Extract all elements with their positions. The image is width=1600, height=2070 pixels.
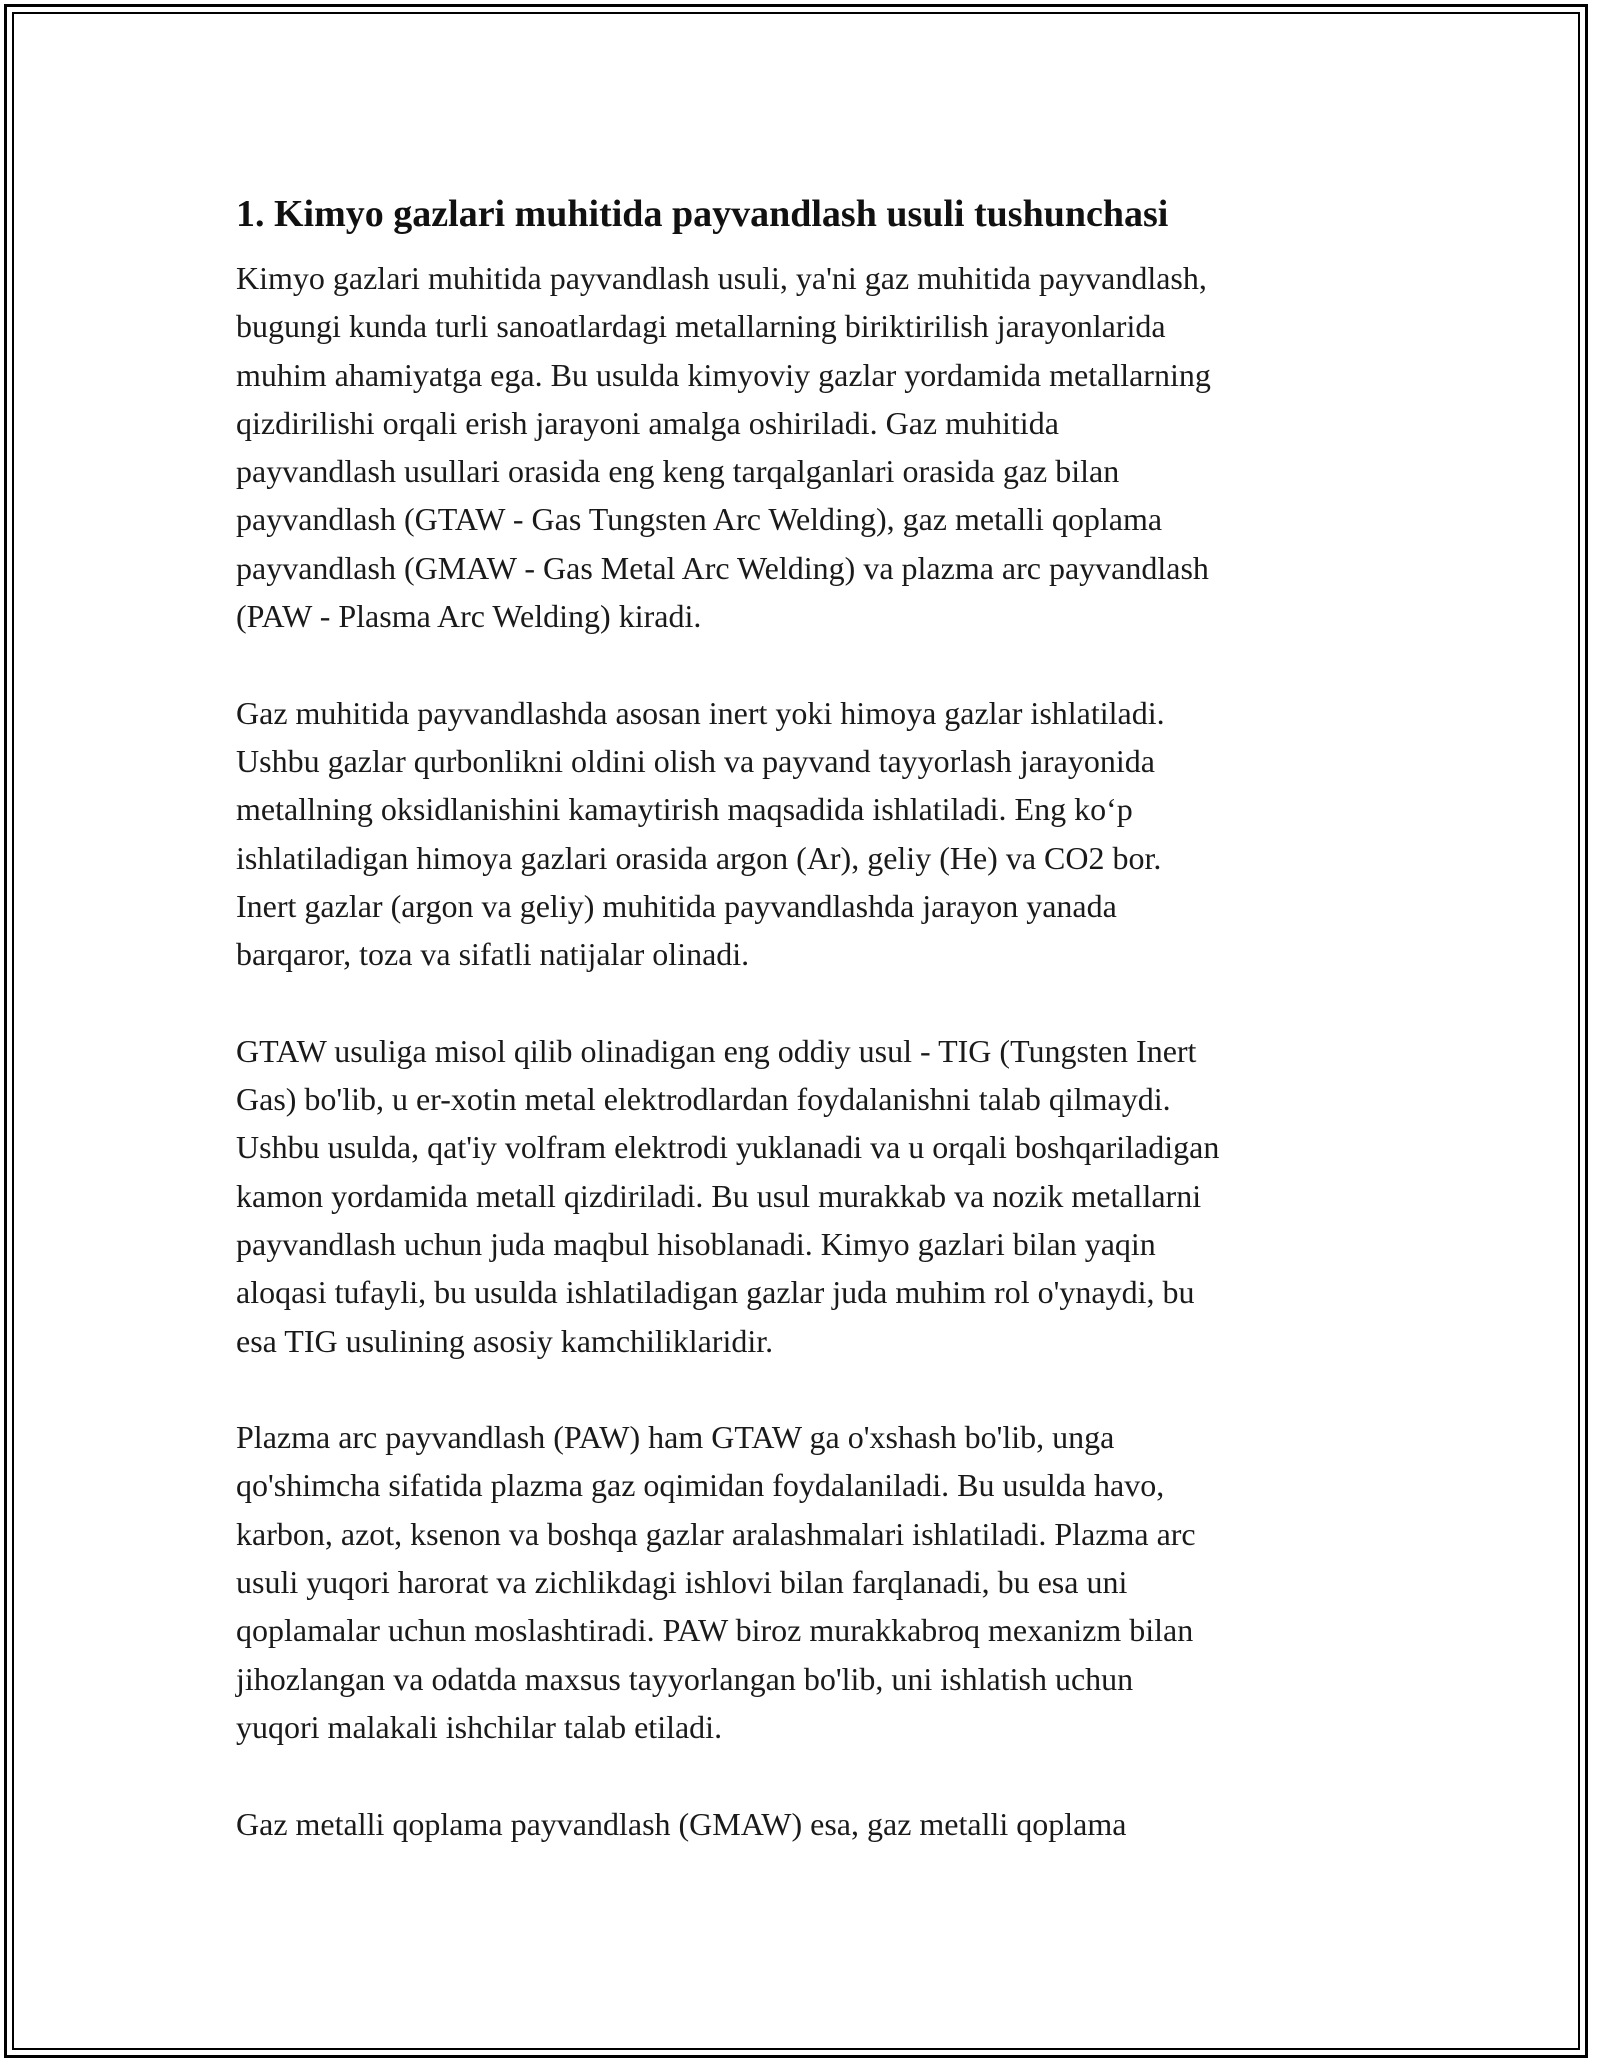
text-line: Ushbu gazlar qurbonlikni oldini olish va payvand tayyorlash jarayonida	[236, 742, 1155, 779]
text-line: payvandlash uchun juda maqbul hisoblanadi. Kimyo gazlari bilan yaqin	[236, 1225, 1156, 1262]
text-line: qizdirilishi orqali erish jarayoni amalga oshiriladi. Gaz muhitida	[236, 404, 1059, 441]
text-line: payvandlash (GMAW - Gas Metal Arc Welding) va plazma arc payvandlash	[236, 549, 1209, 586]
text-line: Gaz muhitida payvandlashda asosan inert yoki himoya gazlar ishlatiladi.	[236, 694, 1165, 731]
text-line: ishlatiladigan himoya gazlari orasida argon (Ar), geliy (He) va CO2 bor.	[236, 839, 1162, 876]
paragraph-1	[236, 254, 1376, 640]
text-line: karbon, azot, ksenon va boshqa gazlar aralashmalari ishlatiladi. Plazma arc	[236, 1515, 1196, 1552]
paragraph-2	[236, 689, 1376, 979]
paragraph-3	[236, 1027, 1376, 1365]
text-line: Gas) bo'lib, u er-xotin metal elektrodlardan foydalanishni talab qilmaydi.	[236, 1081, 1171, 1118]
text-line: qoplamalar uchun moslashtiradi. PAW biroz murakkabroq mexanizm bilan	[236, 1612, 1194, 1649]
text-line: payvandlash (GTAW - Gas Tungsten Arc Welding), gaz metalli qoplama	[236, 501, 1163, 538]
text-line: usuli yuqori harorat va zichlikdagi ishlovi bilan farqlanadi, bu esa uni	[236, 1564, 1128, 1601]
text-line: Kimyo gazlari muhitida payvandlash usuli, ya'ni gaz muhitida payvandlash,	[236, 260, 1207, 296]
text-line: qo'shimcha sifatida plazma gaz oqimidan foydalaniladi. Bu usulda havo,	[236, 1467, 1165, 1504]
text-line: GTAW usuliga misol qilib olinadigan eng oddiy usul - TIG (Tungsten Inert	[236, 1032, 1197, 1069]
text-line: yuqori malakali ishchilar talab etiladi.	[236, 1708, 723, 1745]
text-line: aloqasi tufayli, bu usulda ishlatiladigan gazlar juda muhim rol o'ynaydi, bu	[236, 1274, 1195, 1311]
text-line: metallning oksidlanishini kamaytirish maqsadida ishlatiladi. Eng ko‘p	[236, 791, 1133, 828]
text-line: Gaz metalli qoplama payvandlash (GMAW) esa, gaz metalli qoplama	[236, 1805, 1127, 1842]
text-line: esa TIG usulining asosiy kamchiliklaridir.	[236, 1322, 774, 1359]
text-line: kamon yordamida metall qizdiriladi. Bu usul murakkab va nozik metallarni	[236, 1177, 1202, 1214]
text-line: Ushbu usulda, qat'iy volfram elektrodi yuklanadi va u orqali boshqariladigan	[236, 1129, 1220, 1166]
text-line: Inert gazlar (argon va geliy) muhitida payvandlashda jarayon yanada	[236, 887, 1117, 924]
paragraph-4	[236, 1413, 1376, 1751]
document-body	[236, 186, 1376, 1848]
text-line: payvandlash usullari orasida eng keng tarqalganlari orasida gaz bilan	[236, 453, 1120, 490]
text-line: jihozlangan va odatda maxsus tayyorlangan bo'lib, uni ishlatish uchun	[236, 1660, 1134, 1697]
section-heading: 1. Kimyo gazlari muhitida payvandlash usuli tushunchasi	[236, 193, 1169, 235]
text-line: muhim ahamiyatga ega. Bu usulda kimyoviy gazlar yordamida metallarning	[236, 356, 1211, 393]
text-line: barqaror, toza va sifatli natijalar olinadi.	[236, 936, 750, 973]
text-line: Plazma arc payvandlash (PAW) ham GTAW ga o'xshash bo'lib, unga	[236, 1419, 1115, 1456]
text-line: (PAW - Plasma Arc Welding) kiradi.	[236, 598, 702, 635]
paragraph-5	[236, 1800, 1376, 1848]
text-line: bugungi kunda turli sanoatlardagi metallarning biriktirilish jarayonlarida	[236, 308, 1166, 345]
